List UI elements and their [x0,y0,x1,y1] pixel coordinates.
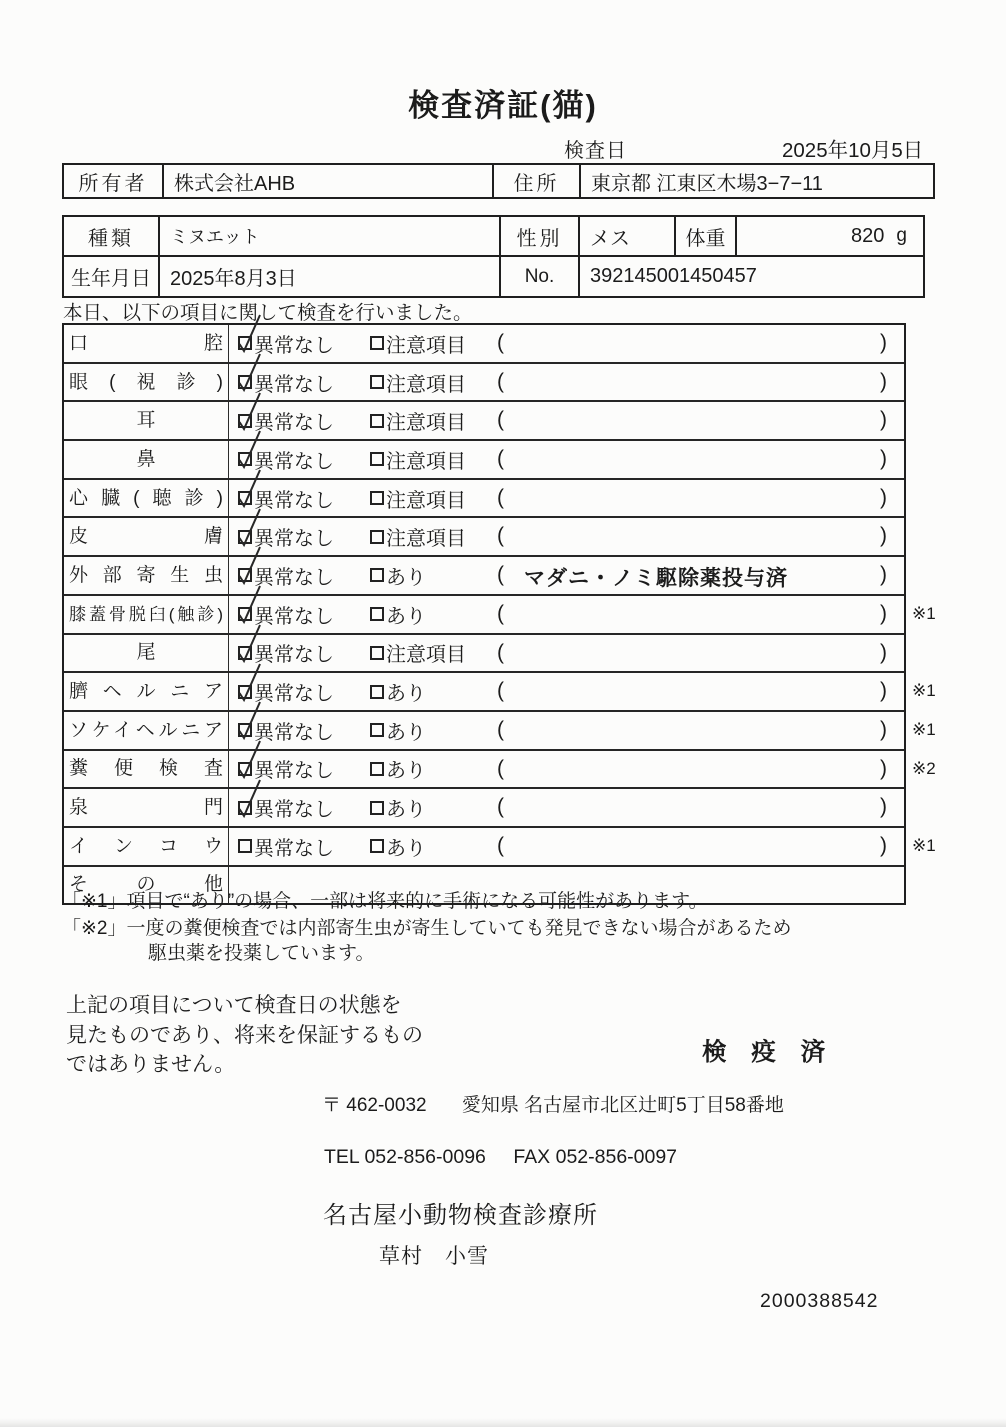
option-no-abnormality-label: 異常なし [254,605,334,628]
weight-value-cell [737,217,923,255]
animal-info-table [62,215,925,298]
disclaimer-text [66,991,423,1080]
paren-open: ( [497,485,504,509]
paren-open: ( [497,331,504,354]
exam-item-label: 口腔 [69,332,223,354]
exam-row [64,439,904,478]
attention-checkbox [370,646,384,660]
paren-open: ( [497,679,504,703]
option-attention-label: 注意項目 [386,412,466,435]
option-no-abnormality-label: 異常なし [254,334,334,357]
footnote-2: 「※2」一度の糞便検査では内部寄生虫が寄生していても発見できない場合があるため [62,918,792,939]
option-attention-label: あり [386,799,426,822]
exam-item-label-cell [64,518,229,555]
exam-item-label-cell [64,364,229,401]
exam-row [64,400,904,439]
option-no-abnormality-label: 異常なし [254,412,334,435]
exam-item-label: インコウ [69,835,223,857]
paren-open: ( [497,563,504,587]
exam-item-label-cell [64,828,229,865]
species-label: 種類 [64,217,160,255]
no-abnormality-checkbox [238,839,252,853]
exam-row [64,362,904,401]
option-no-abnormality-label: 異常なし [254,837,334,860]
option-no-abnormality [238,789,334,826]
option-attention [370,518,466,555]
exam-row [64,516,904,555]
option-no-abnormality-label: 異常なし [254,683,334,706]
attention-checkbox [370,414,384,428]
address-value: 東京都 江東区木場3−7−11 [591,172,823,195]
paren-close: ) [880,331,887,354]
address-label: 住所 [494,165,581,197]
option-attention [370,402,466,439]
paren-open: ( [497,717,504,741]
option-attention-label: あり [386,566,426,589]
footnote-marker: ※1 [912,681,936,701]
exam-item-label-cell [64,480,229,517]
exam-row [64,325,904,362]
paren-open: ( [497,756,504,780]
exam-item-label-cell [64,789,229,826]
paren-close: ) [880,485,887,509]
no-abnormality-checked-checkbox [238,801,252,815]
option-attention-label: あり [386,721,426,744]
option-attention-label: あり [386,683,426,706]
exam-item-label: 糞便検査 [69,758,223,780]
paren-open: ( [497,640,504,664]
handwritten-check-icon [236,773,266,819]
option-no-abnormality-label: 異常なし [254,721,334,744]
exam-row [64,671,936,710]
paren-close: ) [880,640,887,664]
exam-item-label-cell [64,325,229,362]
intro-text: 本日、以下の項目に関して検査を行いました。 [63,302,473,324]
option-attention-label: 注意項目 [386,334,466,357]
weight-value: 820 [851,224,885,247]
page-title: 検査済証(猫) [408,88,598,123]
option-attention [370,364,466,401]
option-attention [370,325,466,362]
birth-label: 生年月日 [64,257,160,296]
option-no-abnormality-label: 異常なし [254,489,334,512]
paren-close: ) [880,524,887,548]
option-no-abnormality-label: 異常なし [254,528,334,551]
species-row [64,217,923,255]
weight-label: 体重 [676,217,737,255]
attention-checkbox [370,839,384,853]
attention-checkbox [370,568,384,582]
paren-open: ( [497,833,504,857]
veterinarian-name: 草村 小雪 [379,1245,489,1268]
option-attention [370,751,426,788]
paren-open: ( [497,601,504,625]
option-attention [370,596,426,633]
paren-open: ( [497,447,504,471]
clinic-address: 愛知県 名古屋市北区辻町5丁目58番地 [461,1095,784,1116]
serial-number: 2000388542 [760,1290,879,1312]
attention-checkbox [370,685,384,699]
weight-unit: g [896,225,907,246]
option-no-abnormality-label: 異常なし [254,566,334,589]
attention-checkbox [370,336,384,350]
option-attention [370,557,426,594]
paren-close: ) [880,369,887,393]
owner-value: 株式会社AHB [164,165,494,197]
disclaimer-line-1: 上記の項目について検査日の状態を [66,994,402,1017]
option-attention-label: 注意項目 [386,489,466,512]
footnote-marker: ※2 [912,758,936,778]
exam-item-label: 皮膚 [69,526,223,548]
option-no-abnormality-label: 異常なし [254,373,334,396]
exam-date-value: 2025年10月5日 [782,139,924,162]
attention-checkbox [370,801,384,815]
sex-label: 性別 [501,217,580,255]
exam-row [64,787,904,826]
paren-close: ) [880,679,887,703]
exam-row [64,478,904,517]
exam-item-label-cell [64,557,229,594]
disclaimer-line-2: 見たものであり、将来を保証するもの [66,1023,423,1047]
option-attention [370,480,466,517]
exam-row [64,749,936,788]
attention-checkbox [370,530,384,544]
attention-checkbox [370,762,384,776]
exam-item-label: 臍ヘルニア [69,681,223,703]
option-attention [370,712,426,749]
option-attention-label: 注意項目 [386,644,466,667]
attention-checkbox [370,491,384,505]
exam-item-label-cell [64,596,229,633]
exam-item-label-cell [64,402,229,439]
option-no-abnormality-label: 異常なし [254,760,334,783]
attention-checkbox [370,452,384,466]
microchip-no-value: 392145001450457 [590,265,757,287]
exam-item-label-cell [64,441,229,478]
paren-close: ) [880,601,887,625]
footnote-marker: ※1 [912,719,936,739]
exam-date-label: 検査日 [564,140,627,162]
option-no-abnormality-label: 異常なし [254,644,334,667]
sex-value: メス [580,217,676,255]
option-attention-label: 注意項目 [386,450,466,473]
exam-item-label: 泉門 [69,797,223,819]
exam-row [64,826,936,865]
option-attention-label: 注意項目 [386,373,466,396]
exam-item-label: ソケイヘルニア [69,719,223,741]
option-attention [370,789,426,826]
clinic-name: 名古屋小動物検査診療所 [323,1202,598,1229]
scan-edge-artifact [0,1418,1006,1427]
paren-close: ) [880,408,887,432]
exam-checklist-table [62,323,936,905]
exam-row [64,594,936,633]
exam-item-label-cell [64,712,229,749]
exam-item-label: 鼻 [136,448,156,470]
option-attention [370,635,466,672]
exam-row [64,633,904,672]
species-value: ミヌエット [160,217,501,255]
exam-item-label-cell [64,673,229,710]
option-no-abnormality [238,828,334,865]
exam-item-label: 膝蓋骨脱臼(触診) [69,604,223,624]
exam-item-label: 尾 [136,642,156,664]
exam-item-label: 耳 [136,410,156,432]
option-attention [370,673,426,710]
option-attention-label: あり [386,760,426,783]
birth-row [64,255,923,296]
owner-label: 所有者 [64,165,164,197]
option-attention [370,828,426,865]
exam-row [64,710,936,749]
option-attention-label: 注意項目 [386,528,466,551]
footnote-2-continued: 駆虫薬を投薬しています。 [148,943,375,964]
clinic-phone-line [324,1146,677,1169]
attention-checkbox [370,375,384,389]
paren-close: ) [880,717,887,741]
option-attention-label: あり [386,837,426,860]
exam-item-label: その他 [69,874,223,896]
paren-close: ) [880,833,887,857]
clinic-address-line [322,1090,784,1117]
birth-value: 2025年8月3日 [160,257,501,296]
quarantine-passed-stamp: 検 疫 済 [702,1039,835,1066]
clinic-tel: TEL 052-856-0096 [324,1146,486,1168]
paren-close: ) [880,756,887,780]
paren-close: ) [880,447,887,471]
owner-table [62,163,935,199]
postal-code: 〒 462-0032 [322,1095,427,1116]
paren-close: ) [880,795,887,819]
attention-checkbox [370,723,384,737]
clinic-fax: FAX 052-856-0097 [513,1146,678,1168]
option-no-abnormality-label: 異常なし [254,450,334,473]
exam-remark-value: マダニ・ノミ駆除薬投与済 [524,567,788,591]
microchip-no-label: No. [501,257,580,296]
exam-item-label: 眼(視診) [69,371,223,393]
paren-open: ( [497,369,504,393]
attention-checkbox [370,607,384,621]
option-no-abnormality-label: 異常なし [254,799,334,822]
footnote-marker: ※1 [912,603,936,623]
paren-open: ( [497,408,504,432]
exam-item-label: 外部寄生虫 [69,564,223,586]
option-attention-label: あり [386,605,426,628]
disclaimer-line-3: ではありません。 [66,1053,236,1076]
exam-row [64,555,904,594]
paren-open: ( [497,795,504,819]
exam-item-label: 心臓(聴診) [69,487,223,509]
option-attention [370,441,466,478]
footnote-1: 「※1」項目で“あり”の場合、一部は将来的に手術になる可能性があります。 [62,891,708,912]
paren-open: ( [497,524,504,548]
exam-item-label-cell [64,635,229,672]
footnote-marker: ※1 [912,835,936,855]
exam-item-label-cell [64,751,229,788]
paren-close: ) [880,563,887,587]
